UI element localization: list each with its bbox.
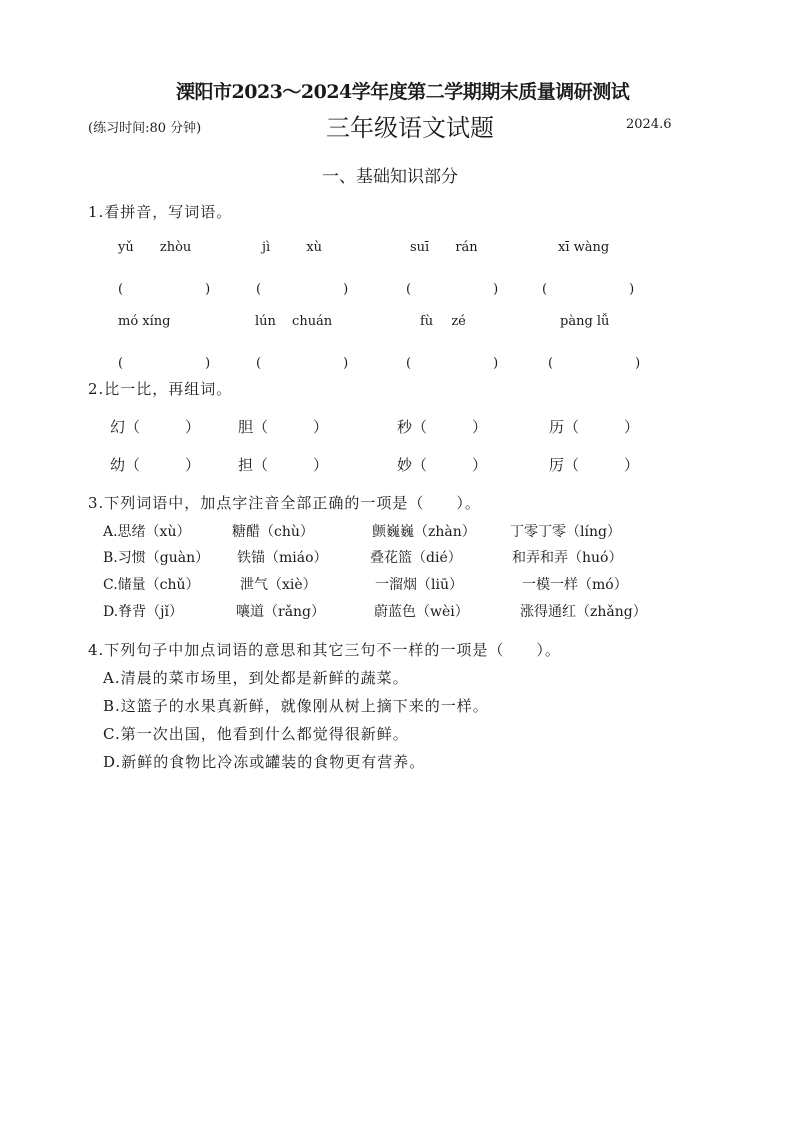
q4-option-b[interactable]: B.这篮子的水果真新鲜，就像刚从树上摘下来的一样。 [103,697,489,715]
compare-item[interactable]: 幻（ ） [110,418,201,436]
section-heading: 一、基础知识部分 [322,167,458,187]
compare-item[interactable]: 胆（ ） [238,418,329,436]
answer-blank[interactable]: ( ) [256,282,355,297]
q4-prompt: 4.下列句子中加点词语的意思和其它三句不一样的一项是（ ）。 [88,641,561,659]
answer-blank[interactable]: ( ) [256,356,355,371]
pinyin-item: suī rán [410,240,478,255]
pinyin-item: mó xíng [118,314,171,329]
q3-word: 叠花篮（dié） [370,550,462,566]
q2-prompt: 2.比一比，再组词。 [88,380,233,398]
pinyin-item: jì xù [262,240,323,255]
compare-item[interactable]: 历（ ） [549,418,640,436]
q3-option-c[interactable]: C.储量（chǔ） [103,577,200,593]
pinyin-item: yǔ zhòu [118,240,192,255]
q4-option-c[interactable]: C.第一次出国，他看到什么都觉得很新鲜。 [103,725,409,743]
compare-item[interactable]: 厉（ ） [549,456,640,474]
answer-blank[interactable]: ( ) [542,282,641,297]
exam-subtitle: 三年级语文试题 [326,114,494,142]
answer-blank[interactable]: ( ) [548,356,647,371]
answer-blank[interactable]: ( ) [406,282,505,297]
time-note: (练习时间:80 分钟) [88,121,202,136]
answer-blank[interactable]: ( ) [118,356,217,371]
q3-word: 嚷道（rǎng） [236,604,326,620]
q1-prompt: 1.看拼音，写词语。 [88,203,233,221]
q3-word: 丁零丁零（líng） [510,524,621,540]
pinyin-item: fù zé [420,314,466,329]
q3-word: 铁锚（miáo） [237,550,328,566]
q3-word: 一溜烟（liū） [375,577,463,593]
exam-date: 2024.6 [626,117,672,132]
q3-word: 涨得通红（zhǎng） [520,604,647,620]
pinyin-item: pàng lǚ [560,314,610,329]
q3-word: 和弄和弄（huó） [512,550,623,566]
q3-prompt: 3.下列词语中，加点字注音全部正确的一项是（ ）。 [88,494,481,512]
exam-title: 溧阳市2023～2024学年度第二学期期末质量调研测试 [176,81,630,103]
answer-blank[interactable]: ( ) [118,282,217,297]
compare-item[interactable]: 担（ ） [238,456,329,474]
q3-word: 泄气（xiè） [240,577,317,593]
q3-word: 糖醋（chù） [232,524,314,540]
q3-word: 一模一样（mó） [522,577,628,593]
pinyin-item: lún chuán [255,314,333,329]
q3-option-b[interactable]: B.习惯（guàn） [103,550,210,566]
q3-word: 颤巍巍（zhàn） [372,524,476,540]
answer-blank[interactable]: ( ) [406,356,505,371]
pinyin-item: xī wàng [558,240,610,255]
q4-option-d[interactable]: D.新鲜的食物比冷冻或罐装的食物更有营养。 [103,753,426,771]
q3-option-d[interactable]: D.脊背（jǐ） [103,604,183,620]
compare-item[interactable]: 秒（ ） [397,418,488,436]
compare-item[interactable]: 妙（ ） [397,456,488,474]
compare-item[interactable]: 幼（ ） [110,456,201,474]
q4-option-a[interactable]: A.清晨的菜市场里，到处都是新鲜的蔬菜。 [103,669,409,687]
q3-option-a[interactable]: A.思绪（xù） [103,524,191,540]
q3-word: 蔚蓝色（wèi） [374,604,469,620]
